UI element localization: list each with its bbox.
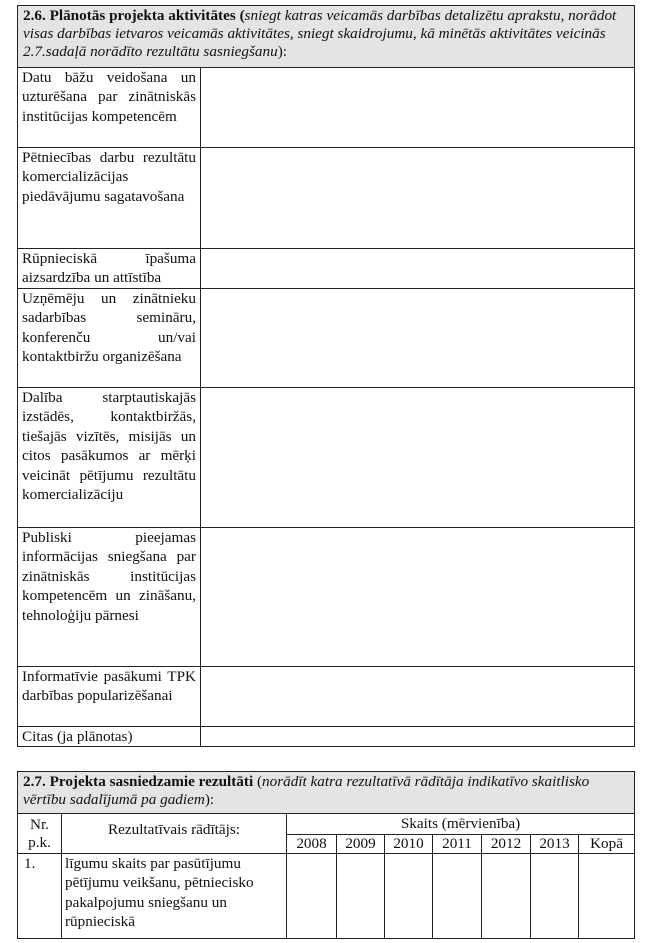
section-2-7-instruction: norādīt katra rezultatīvā rādītāja indikatīvo skaitlisko vērtību sadalījumā pa gadiem xyxy=(23,773,590,808)
year-header: 2011 xyxy=(433,835,482,854)
activity-description-cell[interactable] xyxy=(201,148,635,249)
year-header: 2009 xyxy=(337,835,385,854)
value-cell[interactable] xyxy=(482,854,531,939)
value-cell[interactable] xyxy=(385,854,433,939)
indicator-text: līgumu skaits par pasūtījumu pētījumu veikšanu, pētniecisko pakalpojumu sniegšanu un rūpnieciskā xyxy=(62,854,287,939)
section-2-7-close: ): xyxy=(204,791,215,808)
activity-label: Citas (ja plānotas) xyxy=(18,727,201,747)
activity-description-cell[interactable] xyxy=(201,68,635,148)
value-cell[interactable] xyxy=(531,854,579,939)
total-header: Kopā xyxy=(579,835,635,854)
nr-column-header: Nr. p.k. xyxy=(18,814,62,854)
section-2-6-header xyxy=(18,6,635,68)
section-2-7-title: 2.7. Projekta sasniedzamie rezultāti xyxy=(23,773,254,790)
results-table xyxy=(17,771,635,939)
year-header: 2012 xyxy=(482,835,531,854)
activity-description-cell[interactable] xyxy=(201,528,635,667)
value-cell[interactable] xyxy=(337,854,385,939)
activity-description-cell[interactable] xyxy=(201,289,635,388)
section-2-7-header xyxy=(18,772,635,814)
year-header: 2008 xyxy=(287,835,337,854)
activity-label: Dalība starptautiskajās izstādēs, kontaktbiržās, tiešajās vizītēs, misijās un citos pasākumos ar mērķi veicināt pētījumu rezultātu komercializāciju xyxy=(18,388,201,528)
value-cell[interactable] xyxy=(287,854,337,939)
activity-description-cell[interactable] xyxy=(201,249,635,289)
section-2-6-title: 2.6. Plānotās projekta aktivitātes xyxy=(23,7,236,24)
activity-description-cell[interactable] xyxy=(201,667,635,727)
activity-label: Informatīvie pasākumi TPK darbības popularizēšanai xyxy=(18,667,201,727)
activity-description-cell[interactable] xyxy=(201,727,635,747)
year-header: 2010 xyxy=(385,835,433,854)
section-2-6-open-paren: ( xyxy=(235,7,245,24)
activity-label: Uzņēmēju un zinātnieku sadarbības semināru, konferenču un/vai kontaktbiržu organizēšana xyxy=(18,289,201,388)
value-cell[interactable] xyxy=(579,854,635,939)
indicator-column-header: Rezultatīvais rādītājs: xyxy=(62,814,287,854)
section-2-6-instruction: sniegt katras veicamās darbības detalizētu aprakstu, norādot visas darbības ietvaros veicamās aktivitātes, sniegt skaidrojumu, kā minētās aktivitātes veicinās 2.7.sadaļā norādīto rezultātu sasniegšanu xyxy=(23,7,617,60)
activities-table xyxy=(17,5,635,747)
section-2-7-open-paren: ( xyxy=(253,773,263,790)
row-number: 1. xyxy=(18,854,62,939)
activity-description-cell[interactable] xyxy=(201,388,635,528)
activity-label: Pētniecības darbu rezultātu komercializācijas piedāvājumu sagatavošana xyxy=(18,148,201,249)
activity-label: Rūpnieciskā īpašuma aizsardzība un attīstība xyxy=(18,249,201,289)
activity-label: Publiski pieejamas informācijas sniegšana par zinātniskās institūcijas kompetencēm un zināšanu, tehnoloģiju pārnesi xyxy=(18,528,201,667)
section-2-6-close: ): xyxy=(277,43,287,60)
value-cell[interactable] xyxy=(433,854,482,939)
count-column-header: Skaits (mērvienība) xyxy=(287,814,635,835)
year-header: 2013 xyxy=(531,835,579,854)
activity-label: Datu bāžu veidošana un uzturēšana par zinātniskās institūcijas kompetencēm xyxy=(18,68,201,148)
